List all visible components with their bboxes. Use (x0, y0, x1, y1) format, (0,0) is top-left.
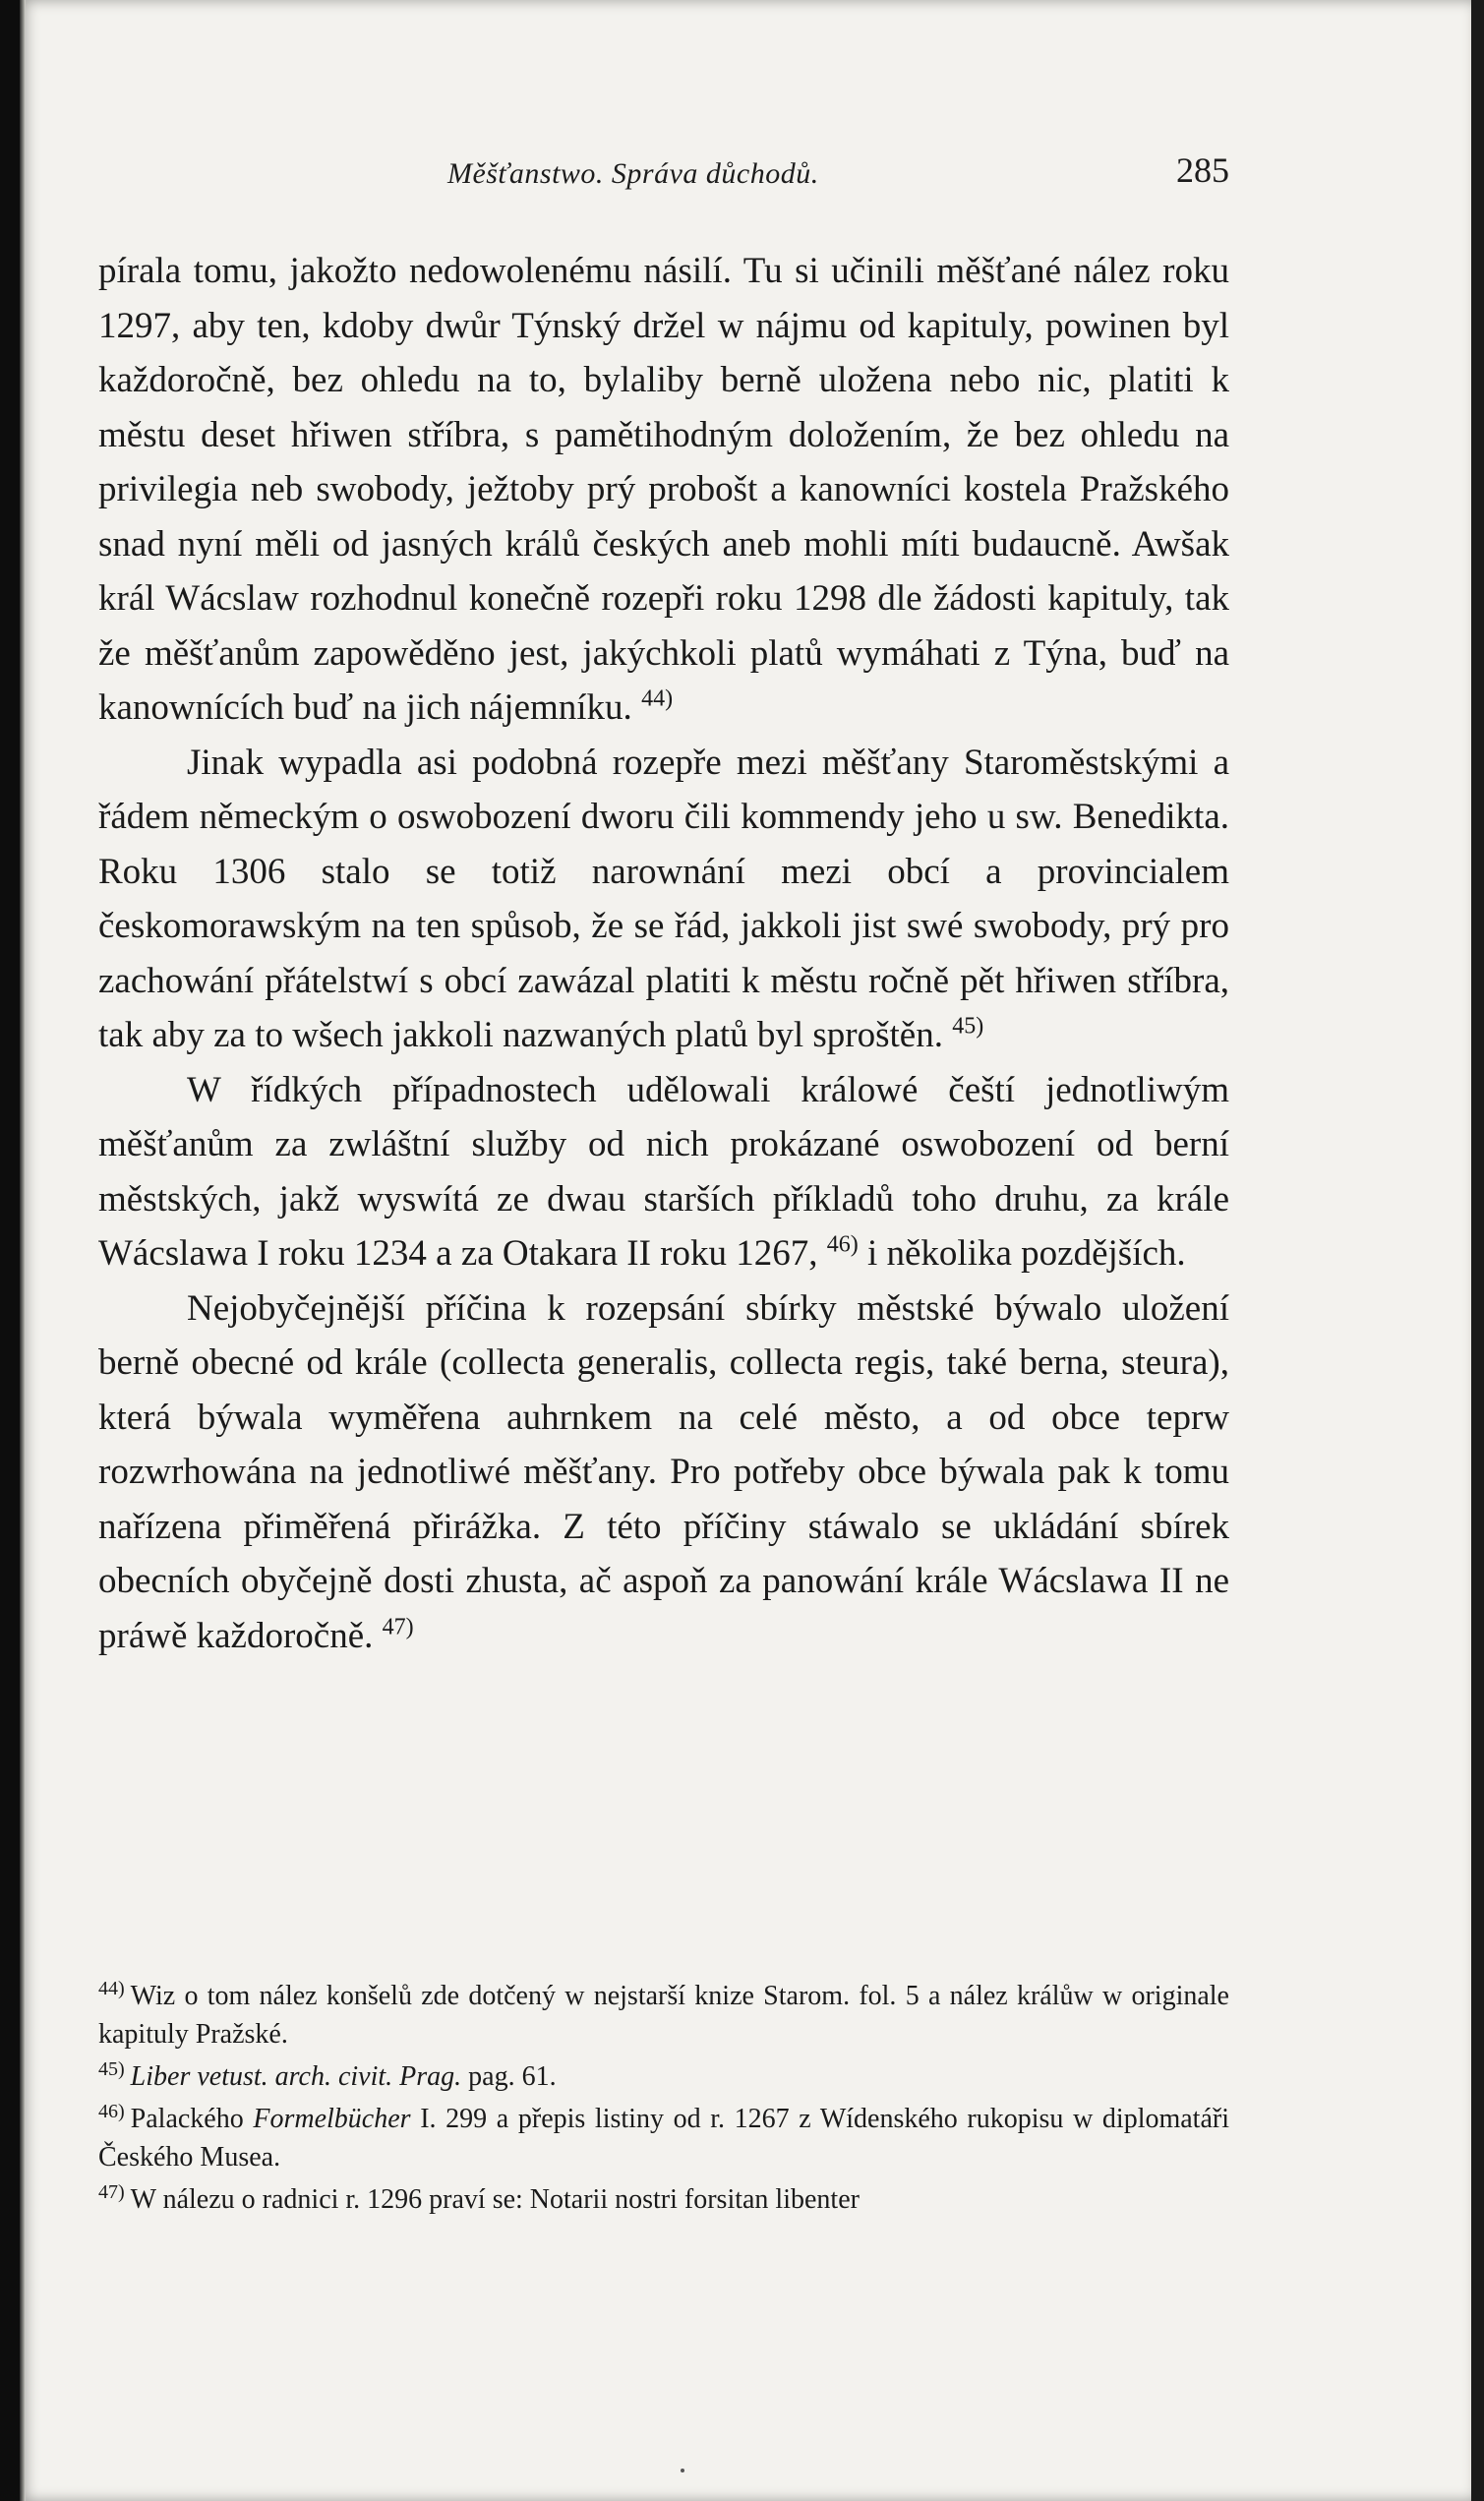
paragraph-text: Jinak wypadla asi podobná rozepře mezi měšťany Staroměstskými a řádem německým o oswobození dworu čili kommendy jeho u sw. Benedikta. Roku 1306 stalo se totiž narownání mezi obcí a provincialem českomorawským na ten spůsob, že se řád, jakkoli jist swé swobody, prý pro zachowání přátelstwí s obcí zawázal platiti k městu ročně pět hřiwen stříbra, tak aby za to wšech jakkoli nazwaných platů byl sproštěn. (98, 742, 1229, 1055)
footnote-reference: 44) (641, 685, 674, 712)
footnote-text: W nálezu o radnici r. 1296 praví se: Notarii nostri forsitan libenter (130, 2184, 860, 2215)
paragraph (98, 244, 1229, 736)
paragraph (98, 736, 1229, 1063)
footnote-text: pag. 61. (461, 2061, 557, 2092)
scan-right-border (1471, 0, 1484, 2501)
footnote-text: Wiz o tom nález konšelů zde dotčený w nejstarší knize Starom. fol. 5 a nález králůw w originale kapituly Pražské. (98, 1981, 1229, 2050)
print-speck (681, 2469, 684, 2472)
paragraph-text: Nejobyčejnější příčina k rozepsání sbírky městské býwalo uložení berně obecné od krále (collecta generalis, collecta regis, také berna, steura), která býwala wyměřena auhrnkem na celé město, a od obce teprw rozwrhowána na jednotliwé měšťany. Pro potřeby obce býwala pak k tomu nařízena přiměřená přirážka. Z této příčiny stáwalo se ukládání sbírek obecních obyčejně dosti zhusta, ač aspoň za panowání krále Wácslawa II ne práwě každoročně. (98, 1287, 1229, 1656)
footnote-reference: 47) (382, 1614, 414, 1640)
footnote-reference: 46) (826, 1231, 859, 1258)
footnotes (98, 1977, 1229, 2223)
footnote-citation: Formelbücher (253, 2104, 411, 2134)
page-number: 285 (1176, 150, 1229, 190)
paragraph-text: W řídkých případnostech udělowali králowé čeští jednotliwým měšťanům za zwláštní služby od nich prokázané oswobození od berní městských, jakž wyswítá ze dwau starších příkladů toho druhu, za krále Wácslawa I roku 1234 a za Otakara II roku 1267, (98, 1069, 1229, 1274)
footnote-citation: Liber vetust. arch. civit. Prag. (130, 2061, 462, 2092)
footnote-mark: 47) (98, 2180, 125, 2203)
page-gutter-edge (20, 0, 26, 2501)
footnote-mark: 44) (98, 1977, 125, 1999)
footnote (98, 1977, 1229, 2054)
footnote (98, 2100, 1229, 2176)
footnote (98, 2057, 1229, 2096)
body-text (98, 244, 1229, 1663)
paragraph-text: i několika pozdějších. (866, 1233, 1186, 1274)
footnote-mark: 45) (98, 2057, 125, 2080)
running-title: Měšťanstwo. Správa důchodů. (447, 157, 819, 190)
footnote-prefix: Palackého (130, 2104, 254, 2134)
footnote-mark: 46) (98, 2100, 125, 2122)
page-header (98, 148, 1229, 207)
paragraph-text: pírala tomu, jakožto nedowolenému násilí. Tu si učinili měšťané nález roku 1297, aby ten, kdoby dwůr Týnský držel w nájmu od kapituly, powinen byl každoročně, bez ohledu na to, bylaliby berně uložena nebo nic, platiti k městu deset hřiwen stříbra, s pamětihodným doložením, že bez ohledu na privilegia neb swobody, ježtoby prý probošt a kanowníci kostela Pražského snad nyní měli od jasných králů českých aneb mohli míti budaucně. Awšak král Wácslaw rozhodnul konečně rozepři roku 1298 dle žádosti kapituly, tak že měšťanům zapowěděno jest, jakýchkoli platů wymáhati z Týna, buď na kanownících buď na jich nájemníku. (98, 251, 1229, 728)
footnote-reference: 45) (952, 1013, 984, 1040)
paragraph (98, 1281, 1229, 1664)
footnote (98, 2180, 1229, 2219)
paragraph (98, 1063, 1229, 1281)
footnote-text: I. 299 a přepis listiny od r. 1267 z Wídenského rukopisu w diplomatáři Českého Musea. (98, 2104, 1229, 2173)
